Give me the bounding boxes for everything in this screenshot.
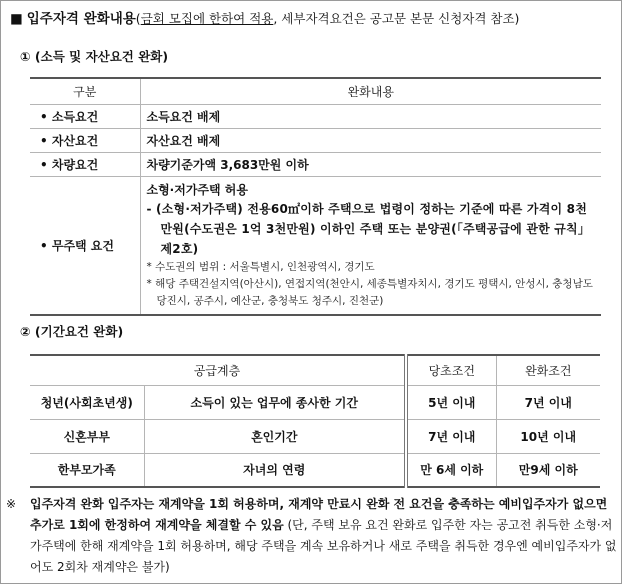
table-row <box>30 385 600 419</box>
section1-heading: ① (소득 및 자산요건 완화) <box>20 49 169 64</box>
row-group-newlywed: 신혼부부 <box>30 419 144 453</box>
table-row <box>30 176 601 315</box>
row-relaxed-youth: 7년 이내 <box>496 385 600 419</box>
table-row <box>30 419 600 453</box>
table-row <box>30 128 601 152</box>
row-group-singleparent: 한부모가족 <box>30 453 144 487</box>
section2-heading: ② (기간요건 완화) <box>20 324 124 339</box>
footnote-normal: (단, 주택 보유 요건 완화로 입주한 자는 공고전 취득한 소형·저가주택에 한해 재계약을 1회 허용하며, 해당 주택을 계속 보유하거나 새로 주택을 취득한 경우엔 예비입주자가 없어도 2회차 재계약은 불가) <box>30 518 617 574</box>
title-main: 입주자격 완화내용 <box>26 11 136 27</box>
income-asset-table <box>30 77 601 316</box>
row-desc-youth: 소득이 있는 업무에 종사한 기간 <box>144 385 406 419</box>
title-paren-open: ( <box>135 11 141 26</box>
row-original-youth: 5년 이내 <box>406 385 496 419</box>
footnote-text <box>6 494 618 578</box>
table1-header-row <box>30 78 601 104</box>
page-title <box>10 7 519 27</box>
housing-note1: * 수도권의 범위 : 서울특별시, 인천광역시, 경기도 <box>146 260 375 273</box>
table2-header-row <box>30 355 600 385</box>
row-content-income: 소득요건 배제 <box>140 104 601 128</box>
row-group-youth: 청년(사회초년생) <box>30 385 144 419</box>
table-row <box>30 453 600 487</box>
row-label-asset: • 자산요건 <box>30 128 140 152</box>
reference-mark-icon: ※ <box>6 497 17 511</box>
table1-header-category: 구분 <box>30 78 140 104</box>
row-content-vehicle: 차량기준가액 3,683만원 이하 <box>140 152 601 176</box>
row-label-income: • 소득요건 <box>30 104 140 128</box>
period-table <box>30 354 600 488</box>
row-original-singleparent: 만 6세 이하 <box>406 453 496 487</box>
row-relaxed-newlywed: 10년 이내 <box>496 419 600 453</box>
table-row <box>30 104 601 128</box>
title-underlined: 금회 모집에 한하여 적용 <box>140 11 274 26</box>
title-rest: , 세부자격요건은 공고문 본문 신청자격 참조) <box>273 11 520 26</box>
footnote-bold: 입주자격 완화 입주자는 재계약을 1회 허용하며, 재계약 만료시 완화 전 요건을 충족하는 예비입주자가 없으면 추가로 1회에 한정하여 재계약을 체결할 수 있음 <box>30 497 608 532</box>
table2-header-group: 공급계층 <box>30 355 406 385</box>
housing-dash: - (소형·저가주택) 전용60㎡이하 주택으로 법령이 정하는 기준에 따른 가격이 8천만원(수도권은 1억 3천만원) 이하인 주택 또는 분양권(「주택공급에 관한 규칙」 제2호) <box>146 201 591 256</box>
footnote <box>6 494 618 578</box>
table-row <box>30 152 601 176</box>
row-content-housing <box>140 176 601 315</box>
row-content-asset: 자산요건 배제 <box>140 128 601 152</box>
row-relaxed-singleparent: 만9세 이하 <box>496 453 600 487</box>
row-label-vehicle: • 차량요건 <box>30 152 140 176</box>
row-label-housing: • 무주택 요건 <box>30 176 140 315</box>
housing-note2: * 해당 주택건설지역(아산시), 연접지역(천안시, 세종특별자치시, 경기도 평택시, 안성시, 충청남도 당진시, 공주시, 예산군, 충청북도 청주시, 진천군) <box>146 277 593 307</box>
row-desc-newlywed: 혼인기간 <box>144 419 406 453</box>
row-original-newlywed: 7년 이내 <box>406 419 496 453</box>
table2-header-original: 당초조건 <box>406 355 496 385</box>
table1-header-content: 완화내용 <box>140 78 601 104</box>
housing-line1: 소형·저가주택 허용 <box>146 182 248 197</box>
table2-header-relaxed: 완화조건 <box>496 355 600 385</box>
square-bullet-icon: ■ <box>10 11 23 27</box>
row-desc-singleparent: 자녀의 연령 <box>144 453 406 487</box>
